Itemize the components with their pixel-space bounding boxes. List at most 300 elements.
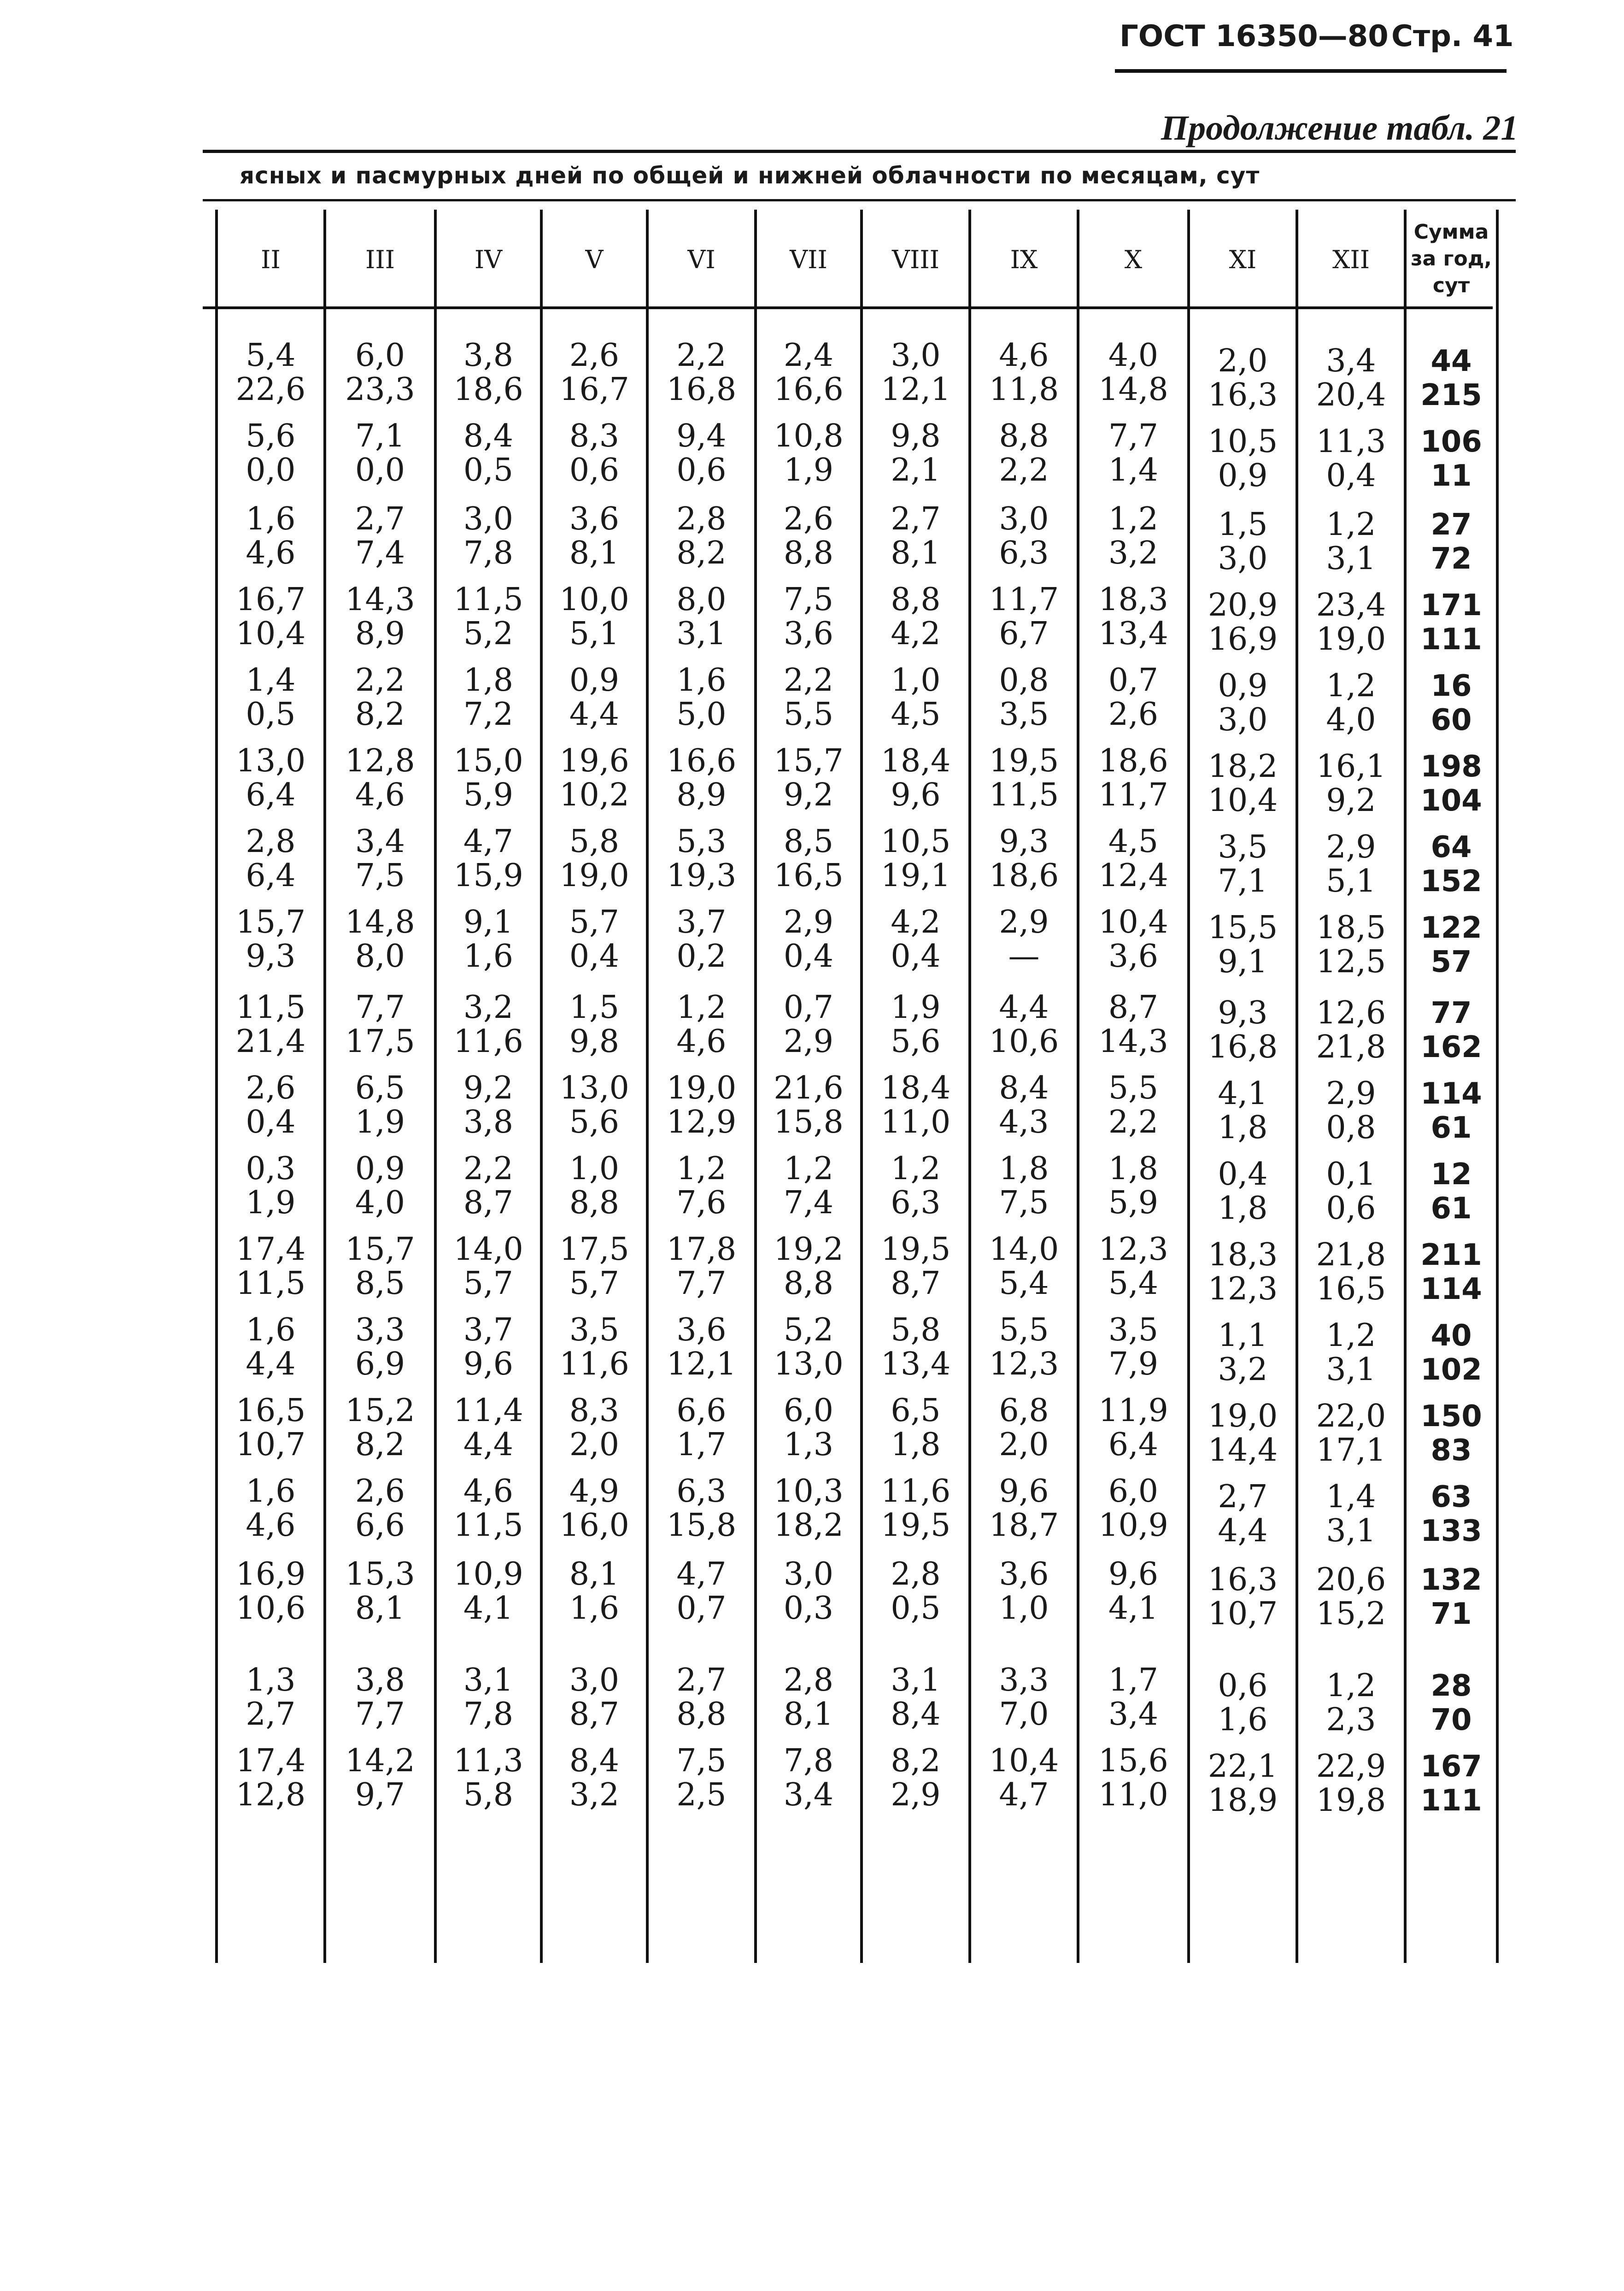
table-cell <box>217 1152 325 1220</box>
table-cell <box>435 419 541 488</box>
table-cell <box>756 1474 862 1543</box>
table-cell <box>647 339 756 407</box>
overcast-days-value: 3,0 <box>1218 702 1268 738</box>
clear-days-value: 11,7 <box>989 582 1059 618</box>
table-cell <box>647 991 756 1059</box>
clear-days-value: 2,7 <box>891 501 941 537</box>
table-cell <box>1297 1238 1405 1306</box>
clear-days-value: 4,4 <box>999 989 1049 1026</box>
clear-days-value: 7,1 <box>355 418 405 454</box>
overcast-days-value: 4,4 <box>569 696 620 733</box>
table-cell <box>756 1233 862 1301</box>
overcast-days-value: — <box>1008 938 1040 975</box>
overcast-days-value: 1,6 <box>1218 1702 1268 1738</box>
clear-days-value: 3,8 <box>355 1662 405 1698</box>
column-header: VIII <box>892 245 939 274</box>
table-cell <box>1297 1669 1405 1737</box>
overcast-days-value: 9,7 <box>355 1777 405 1813</box>
overcast-days-value: 5,6 <box>569 1104 620 1140</box>
table-cell <box>217 1744 325 1812</box>
table-cell <box>1078 1474 1189 1543</box>
clear-days-value: 3,4 <box>355 823 405 860</box>
clear-days-value: 0,1 <box>1326 1156 1376 1192</box>
column-header: II <box>261 245 281 274</box>
clear-days-value: 1,2 <box>891 1151 941 1187</box>
table-cell <box>541 1474 647 1543</box>
overcast-days-value: 10,6 <box>989 1023 1059 1060</box>
column-header: XI <box>1229 245 1257 274</box>
clear-days-value: 3,6 <box>999 1556 1049 1592</box>
clear-days-value: 19,0 <box>666 1070 737 1106</box>
table-cell <box>1078 502 1189 570</box>
clear-days-value: 10,9 <box>453 1556 523 1592</box>
overcast-days-value: 8,8 <box>783 535 834 571</box>
annual-sum-cell <box>1405 996 1497 1064</box>
overcast-days-value: 11,5 <box>235 1265 306 1302</box>
overcast-days-value: 3,5 <box>999 696 1049 733</box>
overcast-days-value: 0,6 <box>676 452 727 488</box>
clear-days-value: 1,2 <box>783 1151 834 1187</box>
overcast-days-value: 6,9 <box>355 1346 405 1382</box>
overcast-days-value: 1,8 <box>1218 1110 1268 1146</box>
clear-days-value: 7,7 <box>355 989 405 1026</box>
clear-days-value: 11,5 <box>235 989 306 1026</box>
table-cell <box>970 744 1078 812</box>
clear-days-value: 13,0 <box>559 1070 629 1106</box>
clear-days-value: 9,3 <box>999 823 1049 860</box>
clear-days-value: 15,3 <box>345 1556 415 1592</box>
overcast-days-value: 152 <box>1420 864 1482 899</box>
annual-sum-cell <box>1405 1563 1497 1631</box>
overcast-days-value: 17,1 <box>1316 1432 1386 1469</box>
table-cell <box>1078 339 1189 407</box>
clear-days-value: 150 <box>1420 1399 1482 1433</box>
table-cell <box>325 583 435 651</box>
clear-days-value: 14,8 <box>345 904 415 940</box>
clear-days-value: 2,6 <box>246 1070 296 1106</box>
continuation-label: Продолжение табл. 21 <box>1161 109 1518 147</box>
clear-days-value: 2,7 <box>355 501 405 537</box>
overcast-days-value: 5,5 <box>783 696 834 733</box>
overcast-days-value: 16,0 <box>559 1507 629 1544</box>
clear-days-value: 15,2 <box>345 1392 415 1429</box>
annual-sum-cell <box>1405 1238 1497 1306</box>
column-header-line: за год, <box>1410 247 1492 270</box>
table-cell <box>541 1663 647 1732</box>
clear-days-value: 9,1 <box>463 904 514 940</box>
overcast-days-value: 5,7 <box>569 1265 620 1302</box>
table-cell <box>862 1394 970 1462</box>
overcast-days-value: 10,6 <box>235 1590 306 1627</box>
overcast-days-value: 1,9 <box>355 1104 405 1140</box>
clear-days-value: 1,6 <box>246 501 296 537</box>
overcast-days-value: 15,8 <box>774 1104 844 1140</box>
table-cell <box>756 583 862 651</box>
overcast-days-value: 3,1 <box>676 616 727 652</box>
clear-days-value: 8,4 <box>999 1070 1049 1106</box>
overcast-days-value: 0,9 <box>1218 458 1268 494</box>
clear-days-value: 1,2 <box>676 989 727 1026</box>
table-cell <box>1297 1157 1405 1226</box>
overcast-days-value: 10,7 <box>235 1427 306 1463</box>
overcast-days-value: 18,9 <box>1208 1782 1278 1819</box>
overcast-days-value: 13,0 <box>774 1346 844 1382</box>
overcast-days-value: 18,7 <box>989 1507 1059 1544</box>
clear-days-value: 6,0 <box>1108 1473 1159 1510</box>
clear-days-value: 6,8 <box>999 1392 1049 1429</box>
table-cell <box>647 1394 756 1462</box>
clear-days-value: 4,7 <box>463 823 514 860</box>
clear-days-value: 4,0 <box>1108 337 1159 374</box>
clear-days-value: 7,5 <box>783 582 834 618</box>
overcast-days-value: 12,3 <box>989 1346 1059 1382</box>
table-cell <box>647 1557 756 1626</box>
table-cell <box>1078 1313 1189 1381</box>
overcast-days-value: 10,2 <box>559 777 629 813</box>
overcast-days-value: 215 <box>1420 378 1482 412</box>
overcast-days-value: 8,8 <box>676 1696 727 1733</box>
table-cell <box>647 1744 756 1812</box>
overcast-days-value: 11,5 <box>453 1507 523 1544</box>
overcast-days-value: 0,5 <box>463 452 514 488</box>
overcast-days-value: 0,4 <box>891 938 941 975</box>
table-cell <box>325 1474 435 1543</box>
overcast-days-value: 8,7 <box>569 1696 620 1733</box>
clear-days-value: 4,1 <box>1218 1075 1268 1112</box>
clear-days-value: 15,7 <box>774 743 844 779</box>
overcast-days-value: 11,6 <box>559 1346 629 1382</box>
clear-days-value: 11,5 <box>453 582 523 618</box>
clear-days-value: 0,7 <box>1108 662 1159 699</box>
overcast-days-value: 12,9 <box>666 1104 737 1140</box>
annual-sum-cell <box>1405 1399 1497 1468</box>
table-cell <box>970 991 1078 1059</box>
clear-days-value: 15,7 <box>235 904 306 940</box>
overcast-days-value: 20,4 <box>1316 377 1386 413</box>
column-header: XII <box>1332 245 1370 274</box>
overcast-days-value: 16,5 <box>1316 1271 1386 1307</box>
overcast-days-value: 2,3 <box>1326 1702 1376 1738</box>
clear-days-value: 2,2 <box>463 1151 514 1187</box>
clear-days-value: 11,4 <box>453 1392 523 1429</box>
annual-sum-cell <box>1405 1319 1497 1387</box>
overcast-days-value: 6,7 <box>999 616 1049 652</box>
clear-days-value: 2,7 <box>1218 1479 1268 1515</box>
overcast-days-value: 0,4 <box>569 938 620 975</box>
clear-days-value: 1,4 <box>1326 1479 1376 1515</box>
table-cell <box>217 1663 325 1732</box>
header-bottom-rule <box>203 306 1493 309</box>
clear-days-value: 6,5 <box>891 1392 941 1429</box>
clear-days-value: 7,7 <box>1108 418 1159 454</box>
clear-days-value: 3,0 <box>891 337 941 374</box>
overcast-days-value: 9,6 <box>463 1346 514 1382</box>
table-cell <box>1189 425 1297 493</box>
clear-days-value: 1,8 <box>463 662 514 699</box>
table-cell <box>325 1313 435 1381</box>
overcast-days-value: 18,2 <box>774 1507 844 1544</box>
clear-days-value: 6,6 <box>676 1392 727 1429</box>
table-cell <box>1078 1071 1189 1140</box>
clear-days-value: 18,6 <box>1098 743 1168 779</box>
table-cell <box>217 825 325 893</box>
overcast-days-value: 2,0 <box>569 1427 620 1463</box>
overcast-days-value: 7,2 <box>463 696 514 733</box>
overcast-days-value: 15,9 <box>453 858 523 894</box>
clear-days-value: 17,4 <box>235 1743 306 1779</box>
overcast-days-value: 0,4 <box>246 1104 296 1140</box>
overcast-days-value: 57 <box>1431 945 1472 979</box>
clear-days-value: 10,4 <box>1098 904 1168 940</box>
clear-days-value: 4,6 <box>463 1473 514 1510</box>
clear-days-value: 21,8 <box>1316 1237 1386 1273</box>
table-cell <box>325 339 435 407</box>
table-cell <box>325 1663 435 1732</box>
clear-days-value: 2,6 <box>355 1473 405 1510</box>
overcast-days-value: 7,8 <box>463 1696 514 1733</box>
table-cell <box>1297 1480 1405 1548</box>
clear-days-value: 44 <box>1431 344 1472 378</box>
overcast-days-value: 4,6 <box>246 535 296 571</box>
table-cell <box>541 744 647 812</box>
clear-days-value: 1,8 <box>1108 1151 1159 1187</box>
clear-days-value: 1,2 <box>1326 1317 1376 1354</box>
clear-days-value: 5,7 <box>569 904 620 940</box>
overcast-days-value: 10,4 <box>1208 782 1278 819</box>
overcast-days-value: 11,6 <box>453 1023 523 1060</box>
overcast-days-value: 2,9 <box>891 1777 941 1813</box>
clear-days-value: 8,8 <box>891 582 941 618</box>
table-cell <box>970 1663 1078 1732</box>
overcast-days-value: 71 <box>1431 1597 1472 1631</box>
table-cell <box>970 1394 1078 1462</box>
clear-days-value: 1,2 <box>1326 506 1376 543</box>
overcast-days-value: 19,8 <box>1316 1782 1386 1819</box>
table-cell <box>1189 1480 1297 1548</box>
clear-days-value: 9,4 <box>676 418 727 454</box>
table-cell <box>970 1474 1078 1543</box>
clear-days-value: 10,5 <box>880 823 951 860</box>
clear-days-value: 3,7 <box>676 904 727 940</box>
overcast-days-value: 0,4 <box>783 938 834 975</box>
clear-days-value: 1,3 <box>246 1662 296 1698</box>
clear-days-value: 27 <box>1431 508 1472 542</box>
clear-days-value: 4,2 <box>891 904 941 940</box>
clear-days-value: 15,5 <box>1208 910 1278 946</box>
table-cell <box>325 1394 435 1462</box>
table-cell <box>756 419 862 488</box>
overcast-days-value: 4,6 <box>355 777 405 813</box>
clear-days-value: 1,4 <box>246 662 296 699</box>
table-cell <box>756 664 862 732</box>
overcast-days-value: 19,0 <box>1316 621 1386 658</box>
table-cell <box>862 1313 970 1381</box>
table-cell <box>541 339 647 407</box>
overcast-days-value: 11,0 <box>1098 1777 1168 1813</box>
clear-days-value: 171 <box>1420 588 1482 623</box>
table-cell <box>325 744 435 812</box>
clear-days-value: 0,9 <box>355 1151 405 1187</box>
overcast-days-value: 8,9 <box>355 616 405 652</box>
clear-days-value: 3,6 <box>676 1312 727 1348</box>
overcast-days-value: 3,2 <box>569 1777 620 1813</box>
clear-days-value: 8,7 <box>1108 989 1159 1026</box>
annual-sum-cell <box>1405 425 1497 493</box>
overcast-days-value: 16,3 <box>1208 377 1278 413</box>
clear-days-value: 8,3 <box>569 418 620 454</box>
table-cell <box>541 1394 647 1462</box>
table-cell <box>435 744 541 812</box>
overcast-days-value: 4,7 <box>999 1777 1049 1813</box>
overcast-days-value: 4,6 <box>676 1023 727 1060</box>
overcast-days-value: 12,8 <box>235 1777 306 1813</box>
clear-days-value: 3,5 <box>1108 1312 1159 1348</box>
overcast-days-value: 4,3 <box>999 1104 1049 1140</box>
clear-days-value: 21,6 <box>774 1070 844 1106</box>
clear-days-value: 2,7 <box>676 1662 727 1698</box>
clear-days-value: 8,4 <box>569 1743 620 1779</box>
overcast-days-value: 8,2 <box>355 696 405 733</box>
column-header: X <box>1124 245 1143 274</box>
clear-days-value: 18,4 <box>880 1070 951 1106</box>
overcast-days-value: 19,3 <box>666 858 737 894</box>
table-cell <box>541 991 647 1059</box>
clear-days-value: 2,2 <box>676 337 727 374</box>
standard-number: ГОСТ 16350—80 <box>1120 19 1389 53</box>
overcast-days-value: 1,0 <box>999 1590 1049 1627</box>
clear-days-value: 16,5 <box>235 1392 306 1429</box>
clear-days-value: 1,2 <box>676 1151 727 1187</box>
table-cell <box>1078 1744 1189 1812</box>
table-cell <box>862 991 970 1059</box>
overcast-days-value: 12,5 <box>1316 944 1386 980</box>
clear-days-value: 0,7 <box>783 989 834 1026</box>
overcast-days-value: 8,2 <box>355 1427 405 1463</box>
annual-sum-cell <box>1405 1669 1497 1737</box>
overcast-days-value: 5,1 <box>569 616 620 652</box>
overcast-days-value: 19,0 <box>559 858 629 894</box>
overcast-days-value: 2,6 <box>1108 696 1159 733</box>
overcast-days-value: 12,1 <box>666 1346 737 1382</box>
column-header: III <box>365 245 395 274</box>
clear-days-value: 14,2 <box>345 1743 415 1779</box>
overcast-days-value: 0,3 <box>783 1590 834 1627</box>
overcast-days-value: 3,1 <box>1326 540 1376 577</box>
table-cell <box>1189 508 1297 576</box>
annual-sum-cell <box>1405 344 1497 412</box>
clear-days-value: 11,9 <box>1098 1392 1168 1429</box>
table-cell <box>435 1744 541 1812</box>
table-cell <box>1297 1077 1405 1145</box>
overcast-days-value: 8,1 <box>569 535 620 571</box>
clear-days-value: 2,2 <box>783 662 834 699</box>
table-cell <box>862 825 970 893</box>
table-cell <box>325 1152 435 1220</box>
table-cell <box>325 1744 435 1812</box>
overcast-days-value: 70 <box>1431 1703 1472 1737</box>
clear-days-value: 2,0 <box>1218 343 1268 379</box>
clear-days-value: 18,3 <box>1208 1237 1278 1273</box>
clear-days-value: 2,4 <box>783 337 834 374</box>
clear-days-value: 1,2 <box>1108 501 1159 537</box>
overcast-days-value: 8,8 <box>783 1265 834 1302</box>
clear-days-value: 5,8 <box>569 823 620 860</box>
overcast-days-value: 4,2 <box>891 616 941 652</box>
table-cell <box>1297 996 1405 1064</box>
overcast-days-value: 16,8 <box>666 371 737 408</box>
overcast-days-value: 0,0 <box>246 452 296 488</box>
table-cell <box>435 991 541 1059</box>
table-cell <box>970 664 1078 732</box>
table-cell <box>1078 1663 1189 1732</box>
table-cell <box>1189 1157 1297 1226</box>
clear-days-value: 18,5 <box>1316 910 1386 946</box>
table-cell <box>541 664 647 732</box>
overcast-days-value: 3,0 <box>1218 540 1268 577</box>
overcast-days-value: 8,9 <box>676 777 727 813</box>
overcast-days-value: 4,6 <box>246 1507 296 1544</box>
clear-days-value: 16,7 <box>235 582 306 618</box>
clear-days-value: 20,6 <box>1316 1562 1386 1598</box>
overcast-days-value: 3,6 <box>783 616 834 652</box>
table-cell <box>435 339 541 407</box>
overcast-days-value: 7,7 <box>676 1265 727 1302</box>
table-cell <box>756 1394 862 1462</box>
overcast-days-value: 4,5 <box>891 696 941 733</box>
table-cell <box>756 1744 862 1812</box>
clear-days-value: 114 <box>1420 1077 1482 1111</box>
annual-sum-cell <box>1405 1750 1497 1818</box>
annual-sum-cell <box>1405 1077 1497 1145</box>
table-cell <box>217 744 325 812</box>
table-cell <box>862 905 970 974</box>
overcast-days-value: 11 <box>1431 459 1472 493</box>
overcast-days-value: 5,2 <box>463 616 514 652</box>
clear-days-value: 2,8 <box>891 1556 941 1592</box>
table-cell <box>217 1474 325 1543</box>
overcast-days-value: 14,3 <box>1098 1023 1168 1060</box>
overcast-days-value: 3,4 <box>1108 1696 1159 1733</box>
overcast-days-value: 10,7 <box>1208 1596 1278 1632</box>
clear-days-value: 106 <box>1420 425 1482 459</box>
clear-days-value: 11,6 <box>880 1473 951 1510</box>
clear-days-value: 1,6 <box>246 1473 296 1510</box>
table-cell <box>1078 905 1189 974</box>
overcast-days-value: 3,1 <box>1326 1513 1376 1549</box>
table-top-rule <box>203 150 1516 153</box>
clear-days-value: 16,6 <box>666 743 737 779</box>
clear-days-value: 11,3 <box>1316 423 1386 460</box>
overcast-days-value: 6,3 <box>891 1185 941 1221</box>
clear-days-value: 1,8 <box>999 1151 1049 1187</box>
clear-days-value: 3,6 <box>569 501 620 537</box>
table-cell <box>647 744 756 812</box>
overcast-days-value: 2,7 <box>246 1696 296 1733</box>
overcast-days-value: 19,1 <box>880 858 951 894</box>
clear-days-value: 1,0 <box>569 1151 620 1187</box>
table-cell <box>217 1233 325 1301</box>
table-cell <box>435 825 541 893</box>
overcast-days-value: 1,9 <box>246 1185 296 1221</box>
overcast-days-value: 111 <box>1420 1784 1482 1818</box>
overcast-days-value: 4,4 <box>246 1346 296 1382</box>
table-cell <box>541 1744 647 1812</box>
overcast-days-value: 7,8 <box>463 535 514 571</box>
clear-days-value: 23,4 <box>1316 587 1386 623</box>
overcast-days-value: 8,7 <box>463 1185 514 1221</box>
overcast-days-value: 12,4 <box>1098 858 1168 894</box>
table-cell <box>217 1071 325 1140</box>
